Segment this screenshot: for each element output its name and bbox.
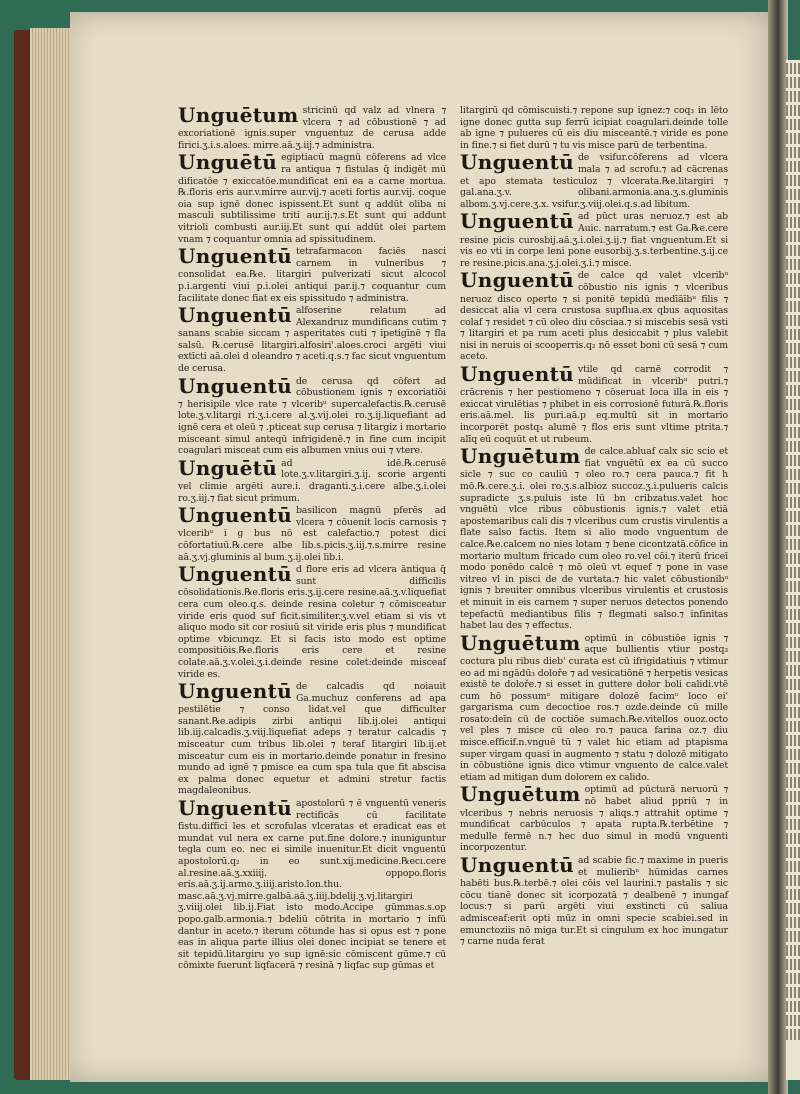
entry-text: ad pūct uras neruoz.⁊ est ab Auic. narratum.⁊ est Ga.℞e.cere resine picis curosbij.aā.ʒ.i.olei.ʒ.ij.⁊ fiat vnguentum.Et si vis eo vti in corpe leni pone eusorbij.ʒ.s.terbentine.ʒ.ij.ce re resine.picis.ana.ʒ.j.olei.ʒ.i.⁊ misce. [460, 211, 728, 269]
facing-page-line [786, 987, 800, 998]
facing-page-line [786, 707, 800, 718]
facing-page-line [786, 161, 800, 172]
entry-heading: Unguentū [178, 679, 292, 704]
facing-page-line [786, 735, 800, 746]
facing-page-line [786, 567, 800, 578]
entry-heading: Unguentū [460, 853, 574, 877]
entry-text: de calce qd valet vlceribᵘ cōbustio nis ignis ⁊ vlceribus neruoz disco operto ⁊ si ponitē tepidū medīāībᵘ filis ⁊ desiccat alia vl cera crustosa supflua.ex qbus aquositas colaf ⁊ residet ⁊ cū oleo diu cōsciaa.⁊ si miscebis sesā vsti ⁊ litargiri et pa rum aceti plus desiccabit ⁊ plus valebit nisi in neruis oi scooperris.q₂ nō esset boni cū sesā ⁊ cum aceto. [460, 270, 728, 363]
facing-page-line [786, 371, 800, 382]
recipe-entry [460, 270, 728, 363]
facing-page-line [786, 539, 800, 550]
facing-page-line [786, 483, 800, 494]
recipe-entry [178, 455, 446, 504]
facing-page-edge [786, 60, 800, 1080]
entry-text: basilicon magnū pferēs ad vlcera ⁊ cōuenit locis carnosis ⁊ vlceribᵘ i g bus nō est calefactio.⁊ potest dici cōfortatiuū.℞.cere albe lib.s.picis.ʒ.iij.⁊.s.mirre resine aā.ʒ.vj.gluminis al bum.ʒ.ij.olei lib.i. [178, 505, 446, 563]
entry-heading: Unguētum [460, 444, 581, 469]
entry-text: optimū in cōbustiōe ignis ⁊ aque bullientis vtiur postq₃ coctura plu ribus dieb' curata est cū ifrigidatiuis ⁊ vtimur eo ad mi ngādū₃ doloře ⁊ ad vesicatiōnē ⁊ herpetis vesicas existē te doloře.⁊ si esset in guttere dolor boli calidi.vtē cum hō possumᵘ mitigare dolozē facimᵘ loco ei' gargarisma cum decoctioe ros.⁊ ozde.deinde cū mille rosato:deīn cū de coctiōe sumach.℞e.vitellos ouoz.octo vel ples ⁊ misce cū oleo ro.⁊ pauca farina oz.⁊ diu misce.efficif.n.vnguē tū ⁊ valet hic etiam ad ptapisma super virgam quasi in augmento ⁊ statu ⁊ dolozē mitigato in cōbustiōne ignis dico vtimur vnguento de calce.valet etiam ad mitigan dum dolorem ex calido. [460, 632, 729, 783]
entry-text: vtile qd carnē corrodit ⁊ mūdificat in vlceribᵘ putri.⁊ crācrenis ⁊ her pestiomeno ⁊ cōseruat loca illa in eis ⁊ exiccat virulētias ⁊ phibet in eis corrosionē futurā.℞.floris eris.aā.mel. lis puri.aā.p eq.multū sit in mortario incorporēt postq₃ alumē ⁊ flos eris sunt vltime ptrita.⁊ alīq eū coquūt et ut rubeum. [460, 364, 728, 445]
facing-page-line [786, 469, 800, 480]
entry-heading: Unguētū [178, 455, 278, 480]
facing-page-line [786, 791, 800, 802]
entry-text: apostolorū ⁊ ē vnguentū veneris rectificās cū facilitate fistu.difficī les et scrofulas vlceratas et eradicat eas et mundat vul nera ex carne put.fine dolore.⁊ inuniguntur tegla cum eo. nec ei simile inuenitur.Et dicit vnguentū apostolorū.q₂ in eo sunt.xij.medicine.℞ecı.cere al.resine.aā.ʒ.xxiiij. oppopo.floris eris.aā.ʒ.ij.armo.ʒ.iiij.aristo.lon.thu. masc.aā.ʒ.vj.mirre.galbā.aā.ʒ.iiij.bdelij.ʒ.vj.litargiri ʒ.viiij.olei lib.ij.Fiat isto modo.Accipe gūmmas.s.op popo.galb.armonia.⁊ bdeliū cōtrita in mortario ⁊ infū dantur in aceto.⁊ iterum cōtunde has si opus est ⁊ pone eas in aliqua parte illius olei donec incipiat se tenere et sit tepidū.litargiru yo sup ignē:sic cōmiscent gūme.⁊ cū cōmixte fuerunt liqfacerā ⁊ resinā ⁊ liqfac sup gūmas et [178, 798, 446, 972]
facing-page-line [786, 973, 800, 984]
book-gutter [768, 0, 788, 1094]
facing-page-line [786, 357, 800, 368]
facing-page-line [786, 427, 800, 438]
entry-text: de cerusa qd cōfert ad cōbustionem ignis ⁊ excoriatiōi ⁊ herisipile vlce rate ⁊ vlceribᵘ supercalefactis.℞.cerusē lote.ʒ.v.litargi ri.ʒ.i.cere al.ʒ.vij.olei ro.ʒ.ij.liquefiant ad ignē cera et oleū ⁊ .pticeat sup cerusa ⁊ litargiz i mortario misceant simul anteqū infrigidenē.⁊ in fine cum incipit coagulari misceat cum eis albumen vnius oui ⁊ vtere. [178, 375, 446, 457]
facing-page-line [786, 511, 800, 522]
recipe-entry [460, 364, 728, 445]
right-column [460, 105, 728, 949]
facing-page-line [786, 147, 800, 158]
entry-text: de vsifur.cōferens ad vlcera mala ⁊ ad scrofu.⁊ ad cācrenas et apo stemata testiculoz ⁊ vlcerata.℞e.litargiri ⁊ gal.ana.ʒ.v. olibani.armonia.ana.ʒ.s.gluminis albom.ʒ.vj.cere.ʒ.x. vsifur.ʒ.viij.olei.q.s.ad libitum. [460, 152, 728, 210]
recipe-entry [460, 784, 728, 854]
facing-page-line [786, 861, 800, 872]
facing-page-line [786, 231, 800, 242]
entry-heading: Unguentū [460, 150, 574, 175]
facing-page-line [786, 63, 800, 74]
recipe-entry [178, 373, 446, 457]
facing-page-line [786, 343, 800, 354]
facing-page-line [786, 441, 800, 452]
entry-heading: Unguentū [178, 373, 292, 398]
facing-page-line [786, 595, 800, 606]
facing-page-line [786, 931, 800, 942]
facing-page-line [786, 945, 800, 956]
entry-text: ad scabie fic.⁊ maxime in pueris et mulieribᵘ hūmidas carnes habēti bus.℞.terbē.⁊ olei cōis vel laurini.⁊ pastalis ⁊ sic cōcu tianē donec sit icorpozatā ⁊ dealbenē ⁊ inungaf locus:⁊ si parū argēti viui exstincti cū saliua admisceaf:erit opti mūz in omni specie scabiei.sed in emunctoziis nō miga tur.Et si cingulum ex hoc inungatur ⁊ carne nuda ferat [460, 855, 728, 948]
facing-page-line [786, 679, 800, 690]
entry-heading: Unguētum [460, 630, 581, 655]
facing-page-line [786, 203, 800, 214]
entry-heading: Unguētum [178, 103, 299, 127]
facing-page-line [786, 259, 800, 270]
facing-page-line [786, 329, 800, 340]
facing-page-line [786, 609, 800, 620]
recipe-entry [178, 681, 446, 797]
entry-heading: Unguētū [178, 150, 278, 175]
facing-page-line [786, 105, 800, 116]
entry-text: d flore eris ad vlcera āntiqua q̄ sunt difficilis cōsolidationis.℞e.floris eris.ʒ.ij.cere resine.aā.ʒ.v.liquefiat cera cum oleo.q.s. deinde resina coletur ⁊ cōmisceatur viride eris quod suf ficit.similiter.ʒ.v.vel etiam si vis vt aliquo modo sit cor rosiuū sit viride eris plus ⁊ mundificat optime vbicunqz. Et si facis isto modo est optime compositiōis.℞e.floris eris cere et resine colate.aā.ʒ.v.olei.ʒ.i.deinde resine colet:deinde misceaf viride es. [178, 564, 446, 680]
entry-heading: Unguentū [178, 796, 292, 821]
entry-text: egiptiacū magnū cōferens ad vlce ra antiqua ⁊ fistulas q̄ indigēt mū dificatōe ⁊ exiccatōe.mundificat eni ea a carne mortua. ℞.floris eris aur.v.mirre aur.vij.⁊ aceti fortis aur.vij. coque oia sup ignē donec ispissent.Et sunt q addūt oliba ni masculi subtilissime triti aur.ij.⁊.s.Et sunt qui addunt vitrioli combusti aur.iij.Et sunt qui addūt olei partem vnam ⁊ coquantur omnia ad spissitudinem. [178, 152, 446, 245]
recipe-entry [178, 246, 446, 304]
left-column [178, 105, 446, 973]
facing-page-line [786, 273, 800, 284]
facing-page-line [786, 217, 800, 228]
entry-text: alfoserine relatum ad Alexandruz mundificans cutim ⁊ sanans scabie siccam ⁊ asperitates cuti ⁊ ipetigīnē ⁊ fla salsū. ℞.cerusē litargiri.alfosiri'.aloes.croci argēti viui extīcti aā.olei d oleandro ⁊ aceti.q.s.⁊ fac sicut vnguentum de cerusa. [178, 305, 446, 375]
facing-page-line [786, 455, 800, 466]
facing-page-line [786, 763, 800, 774]
facing-page-line [786, 721, 800, 732]
facing-page-line [786, 889, 800, 900]
facing-page-line [786, 119, 800, 130]
facing-page-line [786, 665, 800, 676]
entry-heading: Unguentū [178, 303, 292, 328]
recipe-entry [178, 505, 446, 563]
facing-page-line [786, 77, 800, 88]
entry-heading: Unguentū [460, 268, 574, 293]
facing-page-line [786, 917, 800, 928]
facing-page-line [786, 1015, 800, 1026]
facing-page-line [786, 133, 800, 144]
facing-page-line [786, 315, 800, 326]
facing-page-line [786, 553, 800, 564]
facing-page-line [786, 819, 800, 830]
facing-page-line [786, 413, 800, 424]
entry-heading: Unguentū [178, 244, 292, 269]
facing-page-line [786, 749, 800, 760]
facing-page-line [786, 1029, 800, 1040]
facing-page-line [786, 777, 800, 788]
facing-page-line [786, 399, 800, 410]
facing-page-line [786, 525, 800, 536]
entry-heading: Unguētum [460, 782, 581, 807]
recipe-entry [460, 152, 728, 210]
facing-page-line [786, 623, 800, 634]
facing-page-line [786, 497, 800, 508]
entry-heading: Unguentū [178, 503, 292, 528]
facing-page-line [786, 287, 800, 298]
facing-page-line [786, 189, 800, 200]
facing-page-line [786, 959, 800, 970]
facing-page-line [786, 651, 800, 662]
facing-page-line [786, 245, 800, 256]
facing-page-line [786, 693, 800, 704]
facing-page-line [786, 875, 800, 886]
facing-page-line [786, 903, 800, 914]
entry-text: optimū ad pūcturā neruorū ⁊ nō habet aliud ppriū ⁊ in vlceribus ⁊ nebris neruosis ⁊ aliqs.⁊ attrahit optime ⁊ mundificat carbūculos ⁊ apata rupta.℞.terbētine ⁊ medulle fermē n.⁊ hec duo simul in modū vnguenti incorpozentur. [460, 784, 728, 854]
facing-page-line [786, 91, 800, 102]
entry-text: de calcadis qd noiauit Ga.muchuz conferens ad apa pestilētie ⁊ conso lidat.vel que difficulter sanant.℞e.adipis zirbi antiqui lib.ij.olei antiqui lib.iij.calcadis.ʒ.viij.liquefiat adeps ⁊ teratur calcadis ⁊ misceatur cum tribus lib.olei ⁊ teraf litargiri lib.ij.et misceatur cum eis in mortario.deinde ponatur in fresino mundo ad ignē ⁊ pmisce ea cum spa tula que fit abscisa ex palma donec equetur et admini stretur factis magdaleonibus. [178, 681, 446, 797]
facing-page-line [786, 301, 800, 312]
recipe-entry [460, 105, 728, 151]
recipe-entry [178, 798, 446, 972]
recipe-entry [178, 564, 446, 680]
recipe-entry [460, 630, 729, 784]
recipe-entry [460, 211, 728, 269]
entry-text: ad idē.℞.cerusē lote.ʒ.v.litargiri.ʒ.ij. scorie argenti vel climie argēti aure.i. draganti.ʒ.i.cere albe.ʒ.i.olei ro.ʒ.iij.⁊ fiat sicut primum. [178, 457, 446, 504]
recipe-entry [178, 152, 446, 245]
facing-page-line [786, 1001, 800, 1012]
recipe-entry [460, 855, 728, 948]
entry-heading: Unguentū [460, 362, 574, 387]
recipe-entry [460, 446, 728, 632]
facing-page-line [786, 847, 800, 858]
facing-page-line [786, 833, 800, 844]
recipe-entry [178, 305, 446, 375]
entry-text: de calce.abluaf calx sic scio et fiat vnguētū ex ea cū succo sicle ⁊ suc co cauliū ⁊ oleo ro.⁊ cera pauca.⁊ fit h mō.℞.cere.ʒ.i. olei ro.ʒ.s.albioz succoz.ʒ.i.pulueris calcis supradicte ʒ.s.puluis iste lū bn cribzatus.valet hoc vnguētū vlce ribus cōbustionis ignis.⁊ valet etiā apostemaribus cali dis ⁊ vlceribus cum crustis virulentis a flate salso factis. Item si alio modo vnguentum de calce.℞e.calcem no nies lotam ⁊ bene cicontzatā.cōfice in mortario multum fricado cum oleo ro.vel cōi.⁊ iterū friceī modo ponēdo calcē ⁊ mō oleū vt equef ⁊ pone in vase vitreo vl in pisci de de vurtata.⁊ hic valet cōbustionibᵘ ignis ⁊ breuiter omnibus vlceribus virulentis et crustosis et minuit in eis carnem ⁊ super neruos detectos ponendo tepefactū mediantibus filis ⁊ flegmati salso.⁊ infinitas habet lau des ⁊ effectus. [460, 446, 728, 632]
entry-text: stricinū qd valz ad vlnera ⁊ vlcera ⁊ ad cōbustionē ⁊ ad excoriationē ignis.super vnguentuz de cerusa adde firici.ʒ.i.s.aloes. mirre.aā.ʒ.iij.⁊ administra. [178, 105, 446, 151]
facing-page-line [786, 385, 800, 396]
facing-page-line [786, 175, 800, 186]
facing-page-line [786, 805, 800, 816]
entry-text: litargirū qd cōmiscuisti.⁊ repone sup ignez:⁊ coq₃ in lēto igne donec gutta sup ferrū icipiat coagulari.deinde tolle ab igne ⁊ pulueres cū eis diu misceantē.⁊ viride es pone in fine.⁊ si fiet durū ⁊ tu vis misce parū de terbentina. [460, 105, 728, 151]
entry-text: tetrafarmacon faciēs nasci carnem in vulneribus ⁊ consolidat ea.℞e. litargiri pulverizati sicut alcocol p.i.argenti viui p.i.olei antiqui par.ij.⁊ coquantur cum facilitate donec fiat ex eis spissitudo ⁊ administra. [178, 246, 446, 304]
facing-page-line [786, 637, 800, 648]
entry-heading: Unguentū [178, 562, 292, 587]
facing-page-line [786, 581, 800, 592]
recipe-entry [178, 105, 446, 151]
entry-heading: Unguentū [460, 209, 574, 234]
